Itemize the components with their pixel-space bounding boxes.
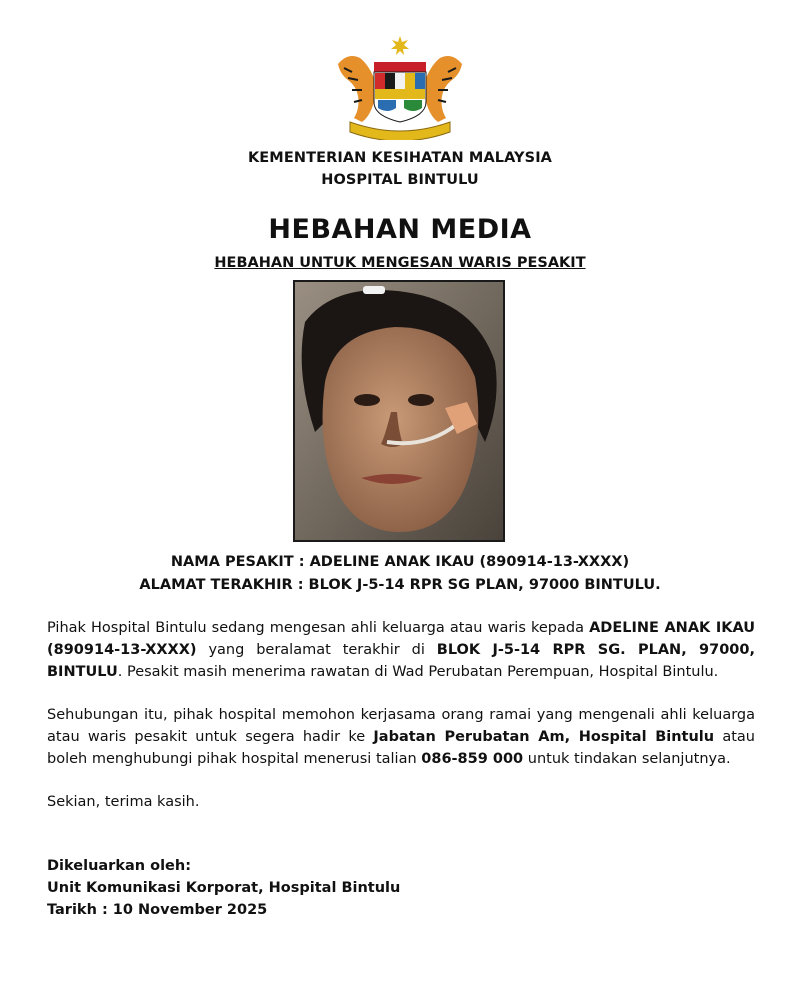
- text-span: Pihak Hospital Bintulu sedang mengesan ahli keluarga atau waris kepada: [47, 620, 590, 636]
- phone-number: 086-859 000: [421, 751, 524, 767]
- ministry-name: KEMENTERIAN KESIHATAN MALAYSIA: [247, 150, 553, 166]
- paragraph-request: [47, 704, 755, 770]
- coat-of-arms-icon: [330, 34, 470, 140]
- text-span: yang beralamat terakhir di: [196, 642, 437, 658]
- issue-date: Tarikh : 10 November 2025: [47, 902, 268, 918]
- patient-name-bold: ADELINE ANAK IKAU (890914-13-XXXX): [47, 620, 755, 658]
- issuer-name: Unit Komunikasi Korporat, Hospital Bintulu: [47, 880, 401, 896]
- page-title: HEBAHAN MEDIA: [268, 214, 532, 245]
- text-span: untuk tindakan selanjutnya.: [523, 751, 731, 767]
- patient-portrait-photo-icon: [295, 282, 503, 540]
- text-span: atau boleh menghubungi pihak hospital menerusi talian: [47, 729, 755, 767]
- paragraph-closing: Sekian, terima kasih.: [47, 794, 200, 810]
- department-bold: Jabatan Perubatan Am, Hospital Bintulu: [373, 729, 715, 745]
- patient-name-line: NAMA PESAKIT : ADELINE ANAK IKAU (890914-13-XXXX): [170, 554, 630, 570]
- patient-address-line: ALAMAT TERAKHIR : BLOK J-5-14 RPR SG PLAN, 97000 BINTULU.: [139, 577, 661, 593]
- hospital-name: HOSPITAL BINTULU: [321, 172, 479, 188]
- text-span: Sehubungan itu, pihak hospital memohon kerjasama orang ramai yang mengenali ahli keluarga atau waris pesakit untuk segera hadir ke: [47, 707, 755, 745]
- patient-photo: [293, 280, 505, 542]
- issued-by-label: Dikeluarkan oleh:: [47, 858, 192, 874]
- paragraph-search: [47, 617, 755, 683]
- patient-address-bold: BLOK J-5-14 RPR SG. PLAN, 97000, BINTULU: [47, 642, 755, 680]
- page-subtitle: HEBAHAN UNTUK MENGESAN WARIS PESAKIT: [214, 255, 586, 271]
- text-span: . Pesakit masih menerima rawatan di Wad Perubatan Perempuan, Hospital Bintulu.: [117, 664, 719, 680]
